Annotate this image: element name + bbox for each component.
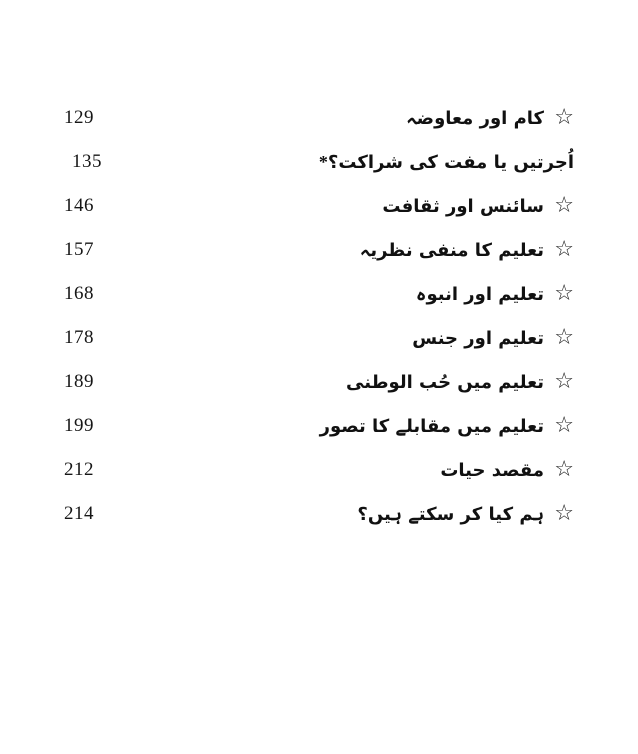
page-number: 135 — [72, 151, 102, 172]
chapter-title-cell — [124, 153, 574, 172]
page-number: 157 — [64, 239, 94, 260]
page-number: 212 — [64, 459, 94, 480]
page-number: 189 — [64, 371, 94, 392]
page-number: 168 — [64, 283, 94, 304]
star-bullet-icon: ☆ — [554, 369, 574, 394]
chapter-title-cell — [116, 197, 544, 216]
chapter-title-cell — [116, 241, 544, 260]
chapter-title-cell — [116, 417, 544, 436]
star-bullet-icon: ☆ — [554, 105, 574, 130]
page-number: 178 — [64, 327, 94, 348]
toc-entry — [64, 492, 574, 536]
page-number: 214 — [64, 503, 94, 524]
chapter-title-cell — [116, 285, 544, 304]
chapter-title: ہم کیا کر سکتے ہیں؟ — [357, 503, 544, 525]
page-number: 146 — [64, 195, 94, 216]
chapter-title-cell — [116, 109, 544, 128]
toc-entry — [64, 184, 574, 228]
chapter-title-cell — [116, 461, 544, 480]
star-bullet-icon: ☆ — [554, 325, 574, 350]
table-of-contents — [64, 96, 574, 536]
chapter-title-cell — [116, 373, 544, 392]
chapter-title: تعلیم میں حُب الوطنی — [346, 371, 544, 393]
toc-entry — [64, 360, 574, 404]
toc-entry — [64, 316, 574, 360]
toc-entry — [64, 404, 574, 448]
toc-entry — [64, 272, 574, 316]
star-bullet-icon: ☆ — [554, 281, 574, 306]
star-bullet-icon: ☆ — [554, 413, 574, 438]
chapter-title-cell — [116, 505, 544, 524]
star-bullet-icon: ☆ — [554, 457, 574, 482]
footnote-asterisk: * — [318, 151, 328, 172]
chapter-title: اُجرتیں یا مفت کی شراکت؟ — [327, 151, 574, 173]
star-bullet-icon: ☆ — [554, 193, 574, 218]
chapter-title: سائنس اور ثقافت — [382, 195, 544, 217]
chapter-title: تعلیم اور جنس — [412, 327, 544, 349]
chapter-title: مقصد حیات — [440, 459, 544, 481]
toc-entry — [64, 228, 574, 272]
chapter-title: تعلیم کا منفی نظریہ — [359, 239, 544, 261]
toc-entry — [64, 96, 574, 140]
star-bullet-icon: ☆ — [554, 237, 574, 262]
toc-entry — [64, 448, 574, 492]
chapter-title: کام اور معاوضہ — [406, 107, 544, 129]
chapter-title-cell — [116, 329, 544, 348]
page-number: 129 — [64, 107, 94, 128]
toc-entry — [64, 140, 574, 184]
star-bullet-icon: ☆ — [554, 501, 574, 526]
chapter-title: تعلیم اور انبوہ — [415, 283, 544, 305]
chapter-title: تعلیم میں مقابلے کا تصور — [319, 415, 544, 437]
page-number: 199 — [64, 415, 94, 436]
